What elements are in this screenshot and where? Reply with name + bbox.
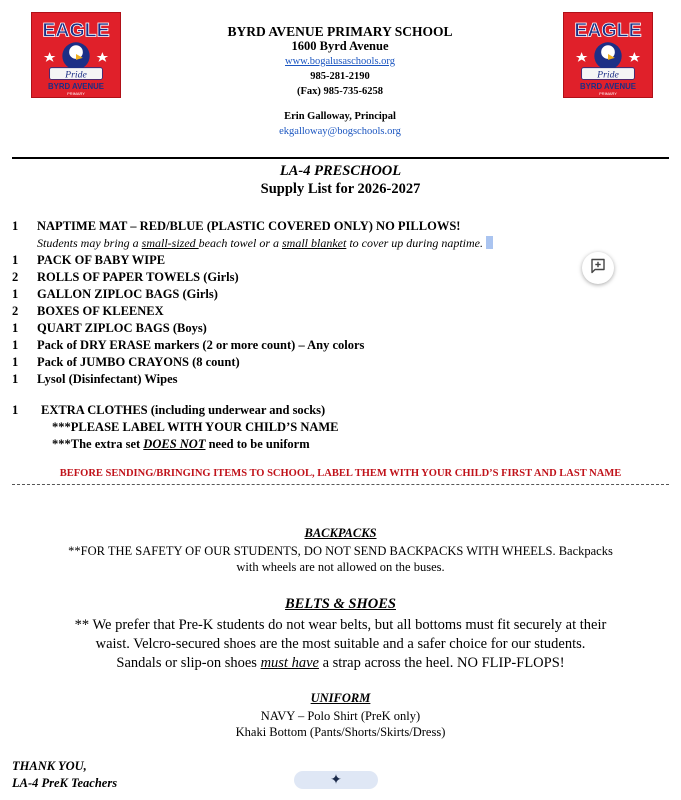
document-subtitle: Supply List for 2026-2027 [260, 181, 421, 197]
school-logo-left [31, 12, 121, 98]
note-text: beach towel or a [198, 236, 282, 250]
list-item [12, 269, 662, 286]
list-item [12, 371, 662, 388]
belts-text: a strap across the heel. NO FLIP-FLOPS! [318, 655, 565, 671]
school-website-link[interactable]: www.bogalusaschools.org [285, 56, 395, 67]
school-fax: (Fax) 985-735-6258 [296, 86, 384, 97]
belts-line [0, 654, 681, 673]
belts-shoes-text [0, 616, 681, 673]
item-quantity: 2 [12, 304, 19, 318]
item-name: BOXES OF KLEENEX [37, 304, 164, 318]
principal-email-link[interactable]: ekgalloway@bogschools.org [279, 126, 401, 137]
document-title: LA-4 PRESCHOOL [279, 163, 402, 179]
logo-top-text: EAGLE [574, 19, 642, 42]
belts-line: waist. Velcro-secured shoes are the most suitable and a safer choice for our students. [95, 636, 586, 652]
item-quantity: 1 [12, 403, 19, 417]
item-name: Pack of JUMBO CRAYONS (8 count) [37, 355, 240, 369]
list-item [12, 303, 662, 320]
signoff-thanks: THANK YOU, [12, 759, 87, 773]
logo-top-text: EAGLE [42, 19, 110, 42]
item-name: GALLON ZIPLOC BAGS (Girls) [37, 287, 218, 301]
belts-emphasis: must have [260, 655, 319, 671]
note-text: Students may bring a [37, 236, 142, 250]
list-item [12, 337, 662, 354]
school-name: BYRD AVENUE PRIMARY SCHOOL [227, 24, 453, 39]
uniform-heading: UNIFORM [310, 691, 371, 705]
note-text: need to be uniform [205, 437, 310, 451]
list-item [12, 218, 662, 235]
backpacks-heading: BACKPACKS [304, 526, 377, 540]
uniform-text [0, 708, 681, 740]
list-item [12, 286, 662, 303]
item-name: Lysol (Disinfectant) Wipes [37, 372, 178, 386]
uniform-line: NAVY – Polo Shirt (PreK only) [260, 709, 421, 723]
item-name: Pack of DRY ERASE markers (2 or more count) – Any colors [37, 338, 365, 352]
list-item [12, 252, 662, 269]
belts-line: ** We prefer that Pre-K students do not wear belts, but all bottoms must fit securely at their [74, 617, 607, 633]
signoff-teachers: LA-4 PreK Teachers [12, 776, 118, 790]
signoff [12, 758, 117, 792]
item-name: QUART ZIPLOC BAGS (Boys) [37, 321, 207, 335]
naptime-note [12, 235, 662, 252]
uniform-line: Khaki Bottom (Pants/Shorts/Skirts/Dress) [235, 725, 446, 739]
supply-list [12, 218, 662, 388]
note-text: to cover up during naptime. [346, 236, 483, 250]
belts-shoes-heading: BELTS & SHOES [285, 596, 396, 612]
list-item [12, 402, 662, 419]
item-quantity: 1 [12, 219, 19, 233]
school-logo-right [563, 12, 653, 98]
logo-bottom-text: BYRD AVENUE [48, 82, 104, 92]
item-quantity: 1 [12, 372, 19, 386]
school-phone: 985-281-2190 [310, 71, 370, 82]
note-emphasis: DOES NOT [143, 437, 206, 451]
item-name: ROLLS OF PAPER TOWELS (Girls) [37, 270, 239, 284]
header-divider [12, 157, 669, 159]
backpacks-line: **FOR THE SAFETY OF OUR STUDENTS, DO NOT SEND BACKPACKS WITH WHEELS. Backpacks [68, 544, 613, 558]
note-emphasis: small blanket [282, 236, 347, 250]
backpacks-text [0, 543, 681, 575]
item-quantity: 1 [12, 321, 19, 335]
sparkle-icon: ✦ [330, 772, 342, 788]
add-comment-button[interactable] [582, 252, 614, 284]
item-quantity: 1 [12, 287, 19, 301]
list-item [12, 354, 662, 371]
extra-note-uniform [12, 436, 662, 453]
logo-sub-text: PRIMARY [67, 91, 85, 97]
item-quantity: 1 [12, 338, 19, 352]
add-comment-icon [590, 258, 606, 279]
principal-name: Erin Galloway, Principal [284, 111, 396, 122]
note-emphasis: small-sized [141, 236, 199, 250]
logo-sub-text: PRIMARY [599, 91, 617, 97]
letterhead [160, 24, 520, 139]
item-quantity: 1 [12, 253, 19, 267]
item-name: PACK OF BABY WIPE [37, 253, 166, 267]
school-address: 1600 Byrd Avenue [291, 39, 389, 53]
item-quantity: 2 [12, 270, 19, 284]
item-name: EXTRA CLOTHES (including underwear and socks) [41, 403, 326, 417]
text-selection-cursor [486, 236, 493, 249]
note-text: ***The extra set [52, 437, 144, 451]
belts-text: Sandals or slip-on shoes [116, 655, 261, 671]
item-name: NAPTIME MAT – RED/BLUE (PLASTIC COVERED ONLY) NO PILLOWS! [37, 219, 461, 233]
dashed-divider [12, 484, 669, 485]
logo-bottom-text: BYRD AVENUE [580, 82, 636, 92]
logo-banner-text: Pride [597, 69, 619, 81]
gemini-assist-button[interactable] [294, 771, 378, 789]
extra-clothes-section [12, 402, 662, 453]
extra-note-label: ***PLEASE LABEL WITH YOUR CHILD’S NAME [52, 420, 339, 434]
item-quantity: 1 [12, 355, 19, 369]
label-notice: BEFORE SENDING/BRINGING ITEMS TO SCHOOL, LABEL THEM WITH YOUR CHILD’S FIRST AND LAST NAME [59, 468, 622, 479]
list-item [12, 320, 662, 337]
logo-banner-text: Pride [65, 69, 87, 81]
backpacks-line: with wheels are not allowed on the buses. [236, 560, 445, 574]
